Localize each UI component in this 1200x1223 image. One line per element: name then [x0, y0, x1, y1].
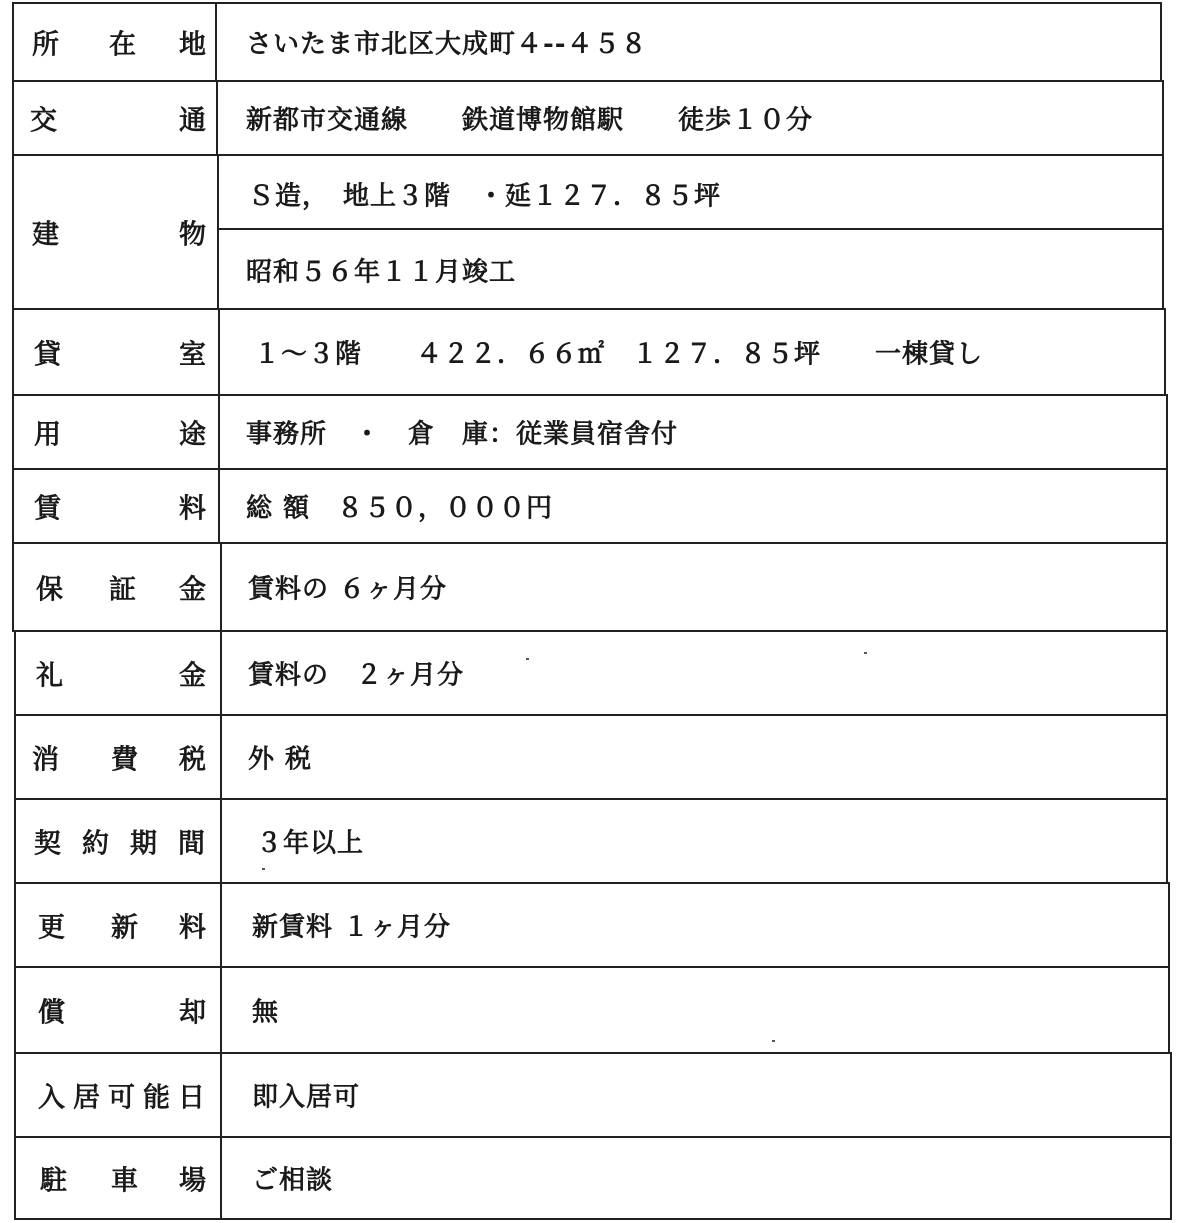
label-char: 場: [179, 1165, 206, 1197]
label-char: 約: [82, 828, 109, 860]
label-transport: [14, 82, 218, 154]
row-renewal-fee: [14, 882, 1170, 968]
label-char: 所: [32, 29, 59, 61]
label-char: 日: [178, 1082, 205, 1114]
label-amortization: [16, 968, 222, 1052]
row-key-money: [14, 630, 1168, 716]
label-char: 室: [179, 339, 206, 371]
label-char: 費: [111, 744, 138, 776]
label-char: 間: [178, 828, 205, 860]
row-move-in-date: [14, 1052, 1172, 1138]
label-char: 可: [108, 1082, 135, 1114]
label-char: 料: [179, 912, 206, 944]
value-rental-space: １～３階 ４２２．６６㎡ １２７．８５坪 一棟貸し: [254, 339, 984, 370]
label-consumption-tax: [16, 716, 222, 798]
label-move-in-date: [16, 1054, 222, 1136]
label-usage: [14, 396, 220, 468]
building-subdivider: [219, 228, 1162, 230]
value-transport: 新都市交通線 鉄道博物館駅 徒歩１０分: [246, 105, 814, 136]
value-key-money: 賃料の ２ヶ月分: [248, 660, 465, 691]
label-char: 建: [32, 219, 59, 251]
label-char: 車: [111, 1165, 138, 1197]
row-rental-space: [12, 308, 1166, 396]
scan-speck: [772, 1040, 775, 1042]
row-parking: [14, 1136, 1172, 1220]
label-char: 金: [179, 660, 206, 692]
label-char: 期: [130, 828, 157, 860]
label-char: 証: [109, 574, 136, 606]
label-char: 在: [109, 29, 136, 61]
value-usage: 事務所 ・ 倉 庫：従業員宿舎付: [246, 419, 679, 450]
label-char: 保: [36, 574, 63, 606]
label-char: 地: [179, 29, 206, 61]
label-char: 交: [30, 105, 57, 137]
label-char: 却: [179, 997, 206, 1029]
row-deposit: [12, 542, 1168, 632]
label-char: 礼: [36, 660, 63, 692]
label-char: 賃: [34, 493, 61, 525]
label-deposit: [14, 544, 222, 630]
row-usage: [12, 394, 1168, 470]
label-char: 用: [34, 419, 61, 451]
label-char: 駐: [40, 1165, 67, 1197]
scan-speck: [864, 652, 867, 654]
value-rent: 総 額 ８５０，０００円: [246, 493, 554, 524]
row-rent: [12, 468, 1168, 544]
label-rent: [14, 470, 220, 542]
value-amortization: 無: [252, 997, 280, 1028]
value-location: さいたま市北区大成町４--４５８: [246, 29, 648, 60]
label-renewal-fee: [16, 884, 222, 966]
row-location: [12, 2, 1162, 82]
label-char: 途: [179, 419, 206, 451]
value-building-structure: Ｓ造， 地上３階 ・延１２７．８５坪: [248, 181, 722, 212]
value-contract-period: ３年以上: [256, 828, 365, 859]
label-char: 税: [179, 744, 206, 776]
label-char: 居: [73, 1082, 100, 1114]
value-consumption-tax: 外 税: [248, 744, 313, 775]
label-char: 新: [111, 912, 138, 944]
label-location: [14, 4, 217, 80]
row-building: [12, 154, 1164, 310]
value-building-completed: 昭和５６年１１月竣工: [246, 257, 517, 288]
label-char: 契: [34, 828, 61, 860]
value-parking: ご相談: [252, 1165, 334, 1196]
scan-speck: [526, 658, 529, 660]
row-contract-period: [14, 798, 1168, 884]
row-amortization: [14, 966, 1170, 1054]
label-char: 償: [38, 997, 65, 1029]
label-char: 能: [143, 1082, 170, 1114]
label-char: 入: [38, 1082, 65, 1114]
label-char: 消: [32, 744, 59, 776]
value-renewal-fee: 新賃料 １ヶ月分: [252, 912, 452, 943]
row-consumption-tax: [14, 714, 1168, 800]
label-char: 更: [38, 912, 65, 944]
label-char: 料: [179, 493, 206, 525]
label-building: [14, 156, 219, 308]
value-deposit: 賃料の ６ヶ月分: [248, 574, 448, 605]
label-rental-space: [14, 310, 220, 394]
scan-speck: [262, 868, 265, 870]
row-transport: [12, 80, 1164, 156]
label-parking: [16, 1138, 222, 1218]
value-move-in-date: 即入居可: [252, 1082, 361, 1113]
label-contract-period: [16, 800, 222, 882]
label-char: 金: [179, 574, 206, 606]
label-char: 通: [179, 105, 206, 137]
label-char: 物: [179, 219, 206, 251]
label-key-money: [16, 632, 222, 714]
label-char: 貸: [34, 339, 61, 371]
